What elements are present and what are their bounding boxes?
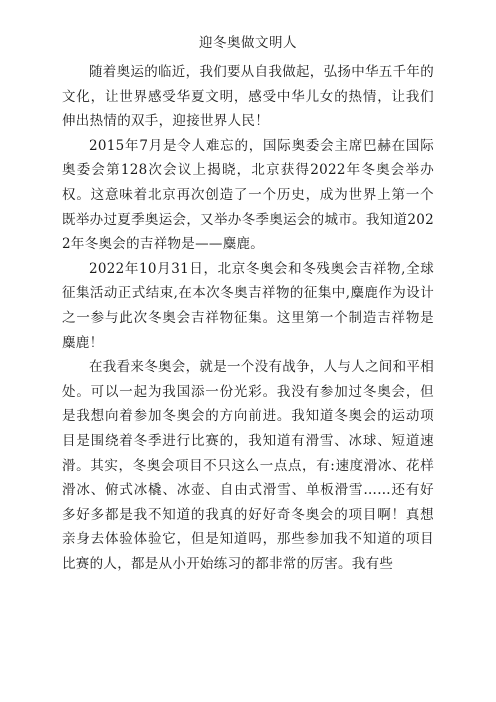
paragraph-opinion: 在我看来冬奥会，就是一个没有战争，人与人之间和平相处。可以一起为我国添一份光彩。我没有参加过冬奥会，但是我想向着参加冬奥会的方向前进。我知道冬奥会的运动项目是围绕着冬季进行比赛的，我知道有滑雪、冰球、短道速滑。其实，冬奥会项目不只这么一点点，有:速度滑冰、花样滑冰、俯式冰橇、冰壶、自由式滑雪、单板滑雪……还有好多好多都是我不知道的我真的好好奇冬奥会的项目啊！真想亲身去体验体验它，但是知道吗，那些参加我不知道的项目比赛的人，都是从小开始练习的都非常的厉害。我有些 <box>62 359 434 572</box>
paragraph-2015-award: 2015年7月是令人难忘的，国际奥委会主席巴赫在国际奥委会第128次会议上揭晓，北京获得2022年冬奥会举办权。这意味着北京再次创造了一个历史，成为世界上第一个既举办过夏季奥运会，又举办冬季奥运会的城市。我知道2022年冬奥会的吉祥物是——麋鹿。 <box>62 137 434 253</box>
document-title: 迎冬奥做文明人 <box>199 35 297 51</box>
document-page <box>62 32 434 576</box>
paragraph-mascot: 2022年10月31日，北京冬奥会和冬残奥会吉祥物,全球征集活动正式结束,在本次冬奥吉祥物的征集中,麋鹿作为设计之一参与此次冬奥会吉祥物征集。这里第一个制造吉祥物是麋鹿！ <box>62 260 434 351</box>
paragraph-intro: 随着奥运的临近，我们要从自我做起，弘扬中华五千年的文化，让世界感受华夏文明，感受中华儿女的热情，让我们伸出热情的双手，迎接世界人民！ <box>62 64 434 130</box>
